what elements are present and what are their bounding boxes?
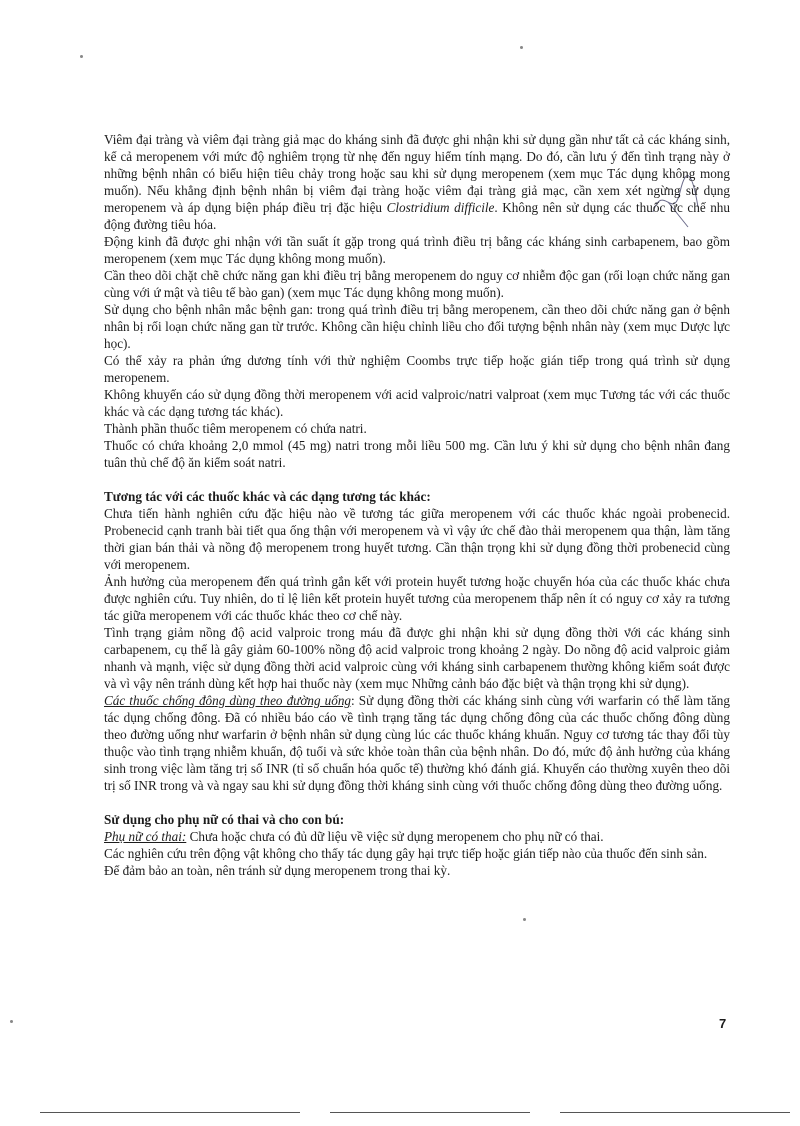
paragraph-anticoagulants: Các thuốc chống đông dùng theo đường uống: Sử dụng đồng thời các kháng sinh cùng với warfarin có thể làm tăng tác dụng chống đông. Đã có nhiều báo cáo về tình trạng tăng tác dụng chống đông của các thuốc chống đông dùng theo đường uống như warfarin ở bệnh nhân sử dụng cùng lúc các thuốc kháng khuẩn. Nguy cơ tương tác thay đổi tùy thuộc vào tình trạng nhiễm khuẩn, độ tuổi và sức khỏe toàn thân của bệnh nhân. Do đó, mức độ ảnh hưởng của kháng sinh trong việc làm tăng trị số INR (tỉ số chuẩn hóa quốc tế) thường khó đánh giá. Khuyến cáo thường xuyên theo dõi trị số INR trong và và ngay sau khi sử dụng đồng thời kháng sinh cùng với thuốc chống đông dùng theo đường uống. [104, 693, 730, 793]
scan-speck [523, 918, 526, 921]
bottom-rule [560, 1112, 790, 1113]
subheading-anticoagulants: Các thuốc chống đông dùng theo đường uống [104, 693, 352, 708]
document-body [104, 131, 730, 879]
scan-speck [520, 46, 523, 49]
scan-speck [80, 55, 83, 58]
paragraph-pregnant-women: Phụ nữ có thai: Chưa hoặc chưa có đủ dữ liệu về việc sử dụng meropenem cho phụ nữ có thai. [104, 829, 604, 844]
paragraph: Các nghiên cứu trên động vật không cho thấy tác dụng gây hại trực tiếp hoặc gián tiếp nào của thuốc đến sinh sản. [104, 846, 708, 861]
paragraph: Thuốc có chứa khoảng 2,0 mmol (45 mg) natri trong mỗi liều 500 mg. Cần lưu ý khi sử dụng cho bệnh nhân đang tuân thủ chế độ ăn kiểm soát natri. [104, 438, 730, 470]
bottom-rule [330, 1112, 530, 1113]
paragraph-colitis: Viêm đại tràng và viêm đại tràng giả mạc do kháng sinh đã được ghi nhận khi sử dụng gần như tất cả các kháng sinh, kể cả meropenem với mức độ nghiêm trọng từ nhẹ đến nguy hiểm tính mạng. Do đó, cần lưu ý đến tình trạng này ở những bệnh nhân có biểu hiện tiêu chảy trong hoặc sau khi sử dụng meropenem (xem mục Tác dụng không mong muốn). Nếu khẳng định bệnh nhân bị viêm đại tràng hoặc viêm đại tràng giả mạc, cần xem xét ngừng sử dụng meropenem và áp dụng biện pháp điều trị đặc hiệu Clostridium difficile. Không nên sử dụng các thuốc ức chế nhu động đường tiêu hóa. [104, 132, 730, 232]
paragraph: Ảnh hưởng của meropenem đến quá trình gắn kết với protein huyết tương hoặc chuyển hóa của các thuốc khác chưa được nghiên cứu. Tuy nhiên, do tỉ lệ liên kết protein huyết tương của meropenem thấp nên ít có nguy cơ xảy ra tương tác giữa meropenem với các thuốc khác theo cơ chế này. [104, 574, 730, 623]
paragraph: Sử dụng cho bệnh nhân mắc bệnh gan: trong quá trình điều trị bằng meropenem, cần theo dõi chức năng gan ở bệnh nhân bị rối loạn chức năng gan từ trước. Không cần hiệu chỉnh liều cho đối tượng bệnh nhân này (xem mục Dược lực học). [104, 302, 730, 351]
paragraph: Động kinh đã được ghi nhận với tần suất ít gặp trong quá trình điều trị bằng các kháng sinh carbapenem, bao gồm meropenem (xem mục Tác dụng không mong muốn). [104, 234, 730, 266]
paragraph: Để đảm bảo an toàn, nên tránh sử dụng meropenem trong thai kỳ. [104, 863, 451, 878]
subheading-pregnant-women: Phụ nữ có thai: [104, 829, 187, 844]
page-number: 7 [719, 1016, 727, 1031]
paragraph: Chưa tiến hành nghiên cứu đặc hiệu nào về tương tác giữa meropenem với các thuốc khác ngoài probenecid. Probenecid cạnh tranh bài tiết qua ống thận với meropenem và vì vậy ức chế đào thải meropenem qua thận, làm tăng thời gian bán thải và nồng độ meropenem trong huyết tương. Cần thận trọng khi sử dụng đồng thời probenecid cùng với meropenem. [104, 506, 730, 572]
section-heading-pregnancy: Sử dụng cho phụ nữ có thai và cho con bú: [104, 812, 345, 827]
paragraph: Tình trạng giảm nồng độ acid valproic trong máu đã được ghi nhận khi sử dụng đồng thời với các kháng sinh carbapenem, cụ thể là gây giảm 60-100% nồng độ acid valproic trong khoảng 2 ngày. Do nồng độ acid valproic giảm nhanh và mạnh, việc sử dụng đồng thời acid valproic cùng với kháng sinh carbapenem thường không kiểm soát được và vì vậy nên tránh dùng kết hợp hai thuốc này (xem mục Những cảnh báo đặc biệt và thận trọng khi sử dụng). [104, 625, 730, 691]
paragraph: Có thể xảy ra phản ứng dương tính với thử nghiệm Coombs trực tiếp hoặc gián tiếp trong quá trình sử dụng meropenem. [104, 353, 730, 385]
section-heading-interactions: Tương tác với các thuốc khác và các dạng tương tác khác: [104, 489, 431, 504]
bottom-rule [40, 1112, 300, 1113]
paragraph: Cần theo dõi chặt chẽ chức năng gan khi điều trị bằng meropenem do nguy cơ nhiễm độc gan (rối loạn chức năng gan cùng với ứ mật và tiêu tế bào gan) (xem mục Tác dụng không mong muốn). [104, 268, 730, 300]
paragraph: Không khuyến cáo sử dụng đồng thời meropenem với acid valproic/natri valproat (xem mục Tương tác với các thuốc khác và các dạng tương tác khác). [104, 387, 730, 419]
italic-term: Clostridium difficile [386, 200, 495, 215]
scan-speck [10, 1020, 13, 1023]
paragraph: Thành phần thuốc tiêm meropenem có chứa natri. [104, 421, 367, 436]
